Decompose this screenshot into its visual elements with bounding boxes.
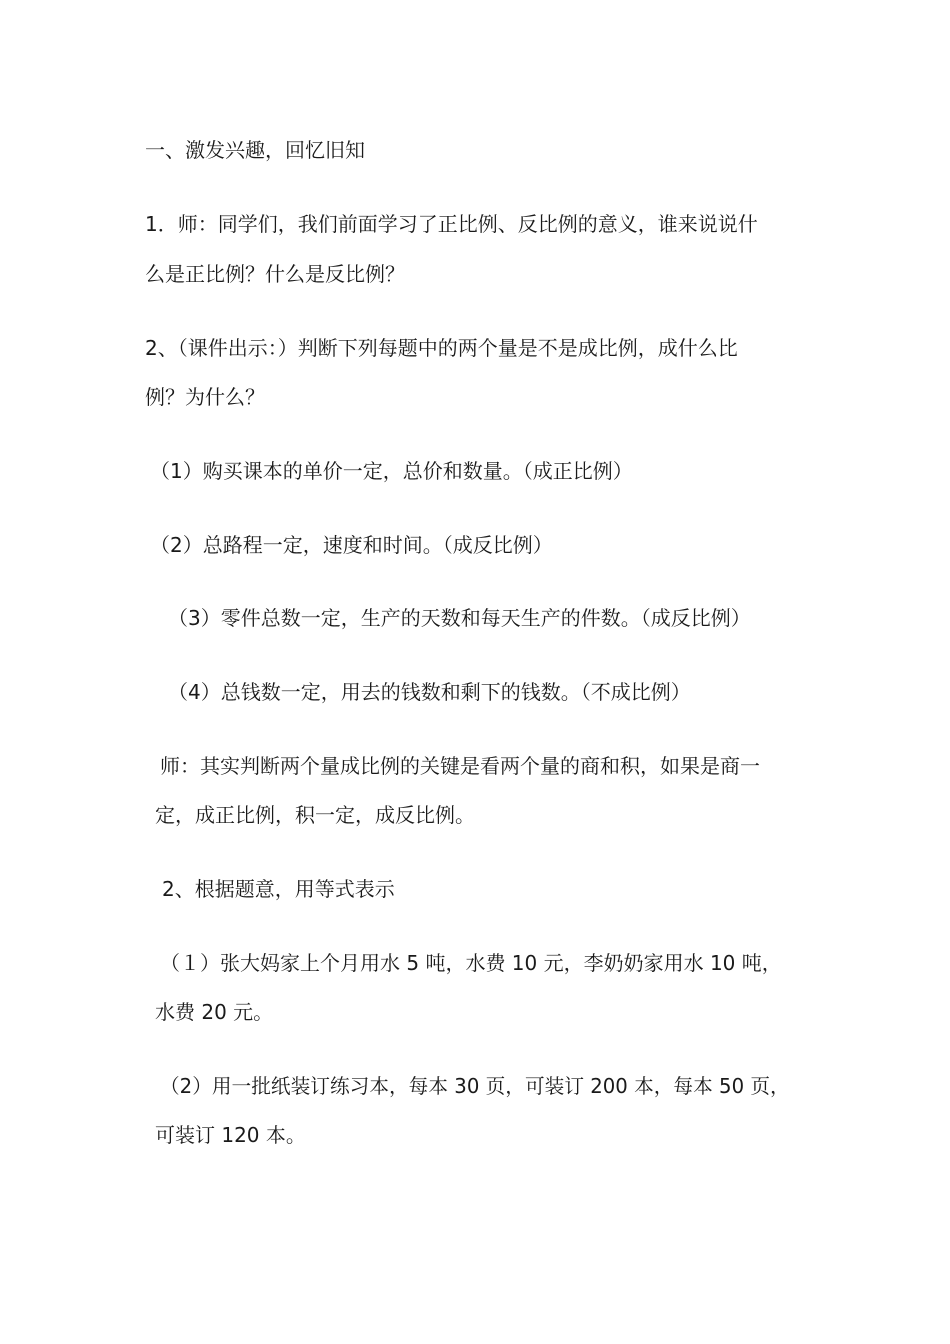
- task-2-item-2-line-2: 可装订 120 本。: [155, 1123, 306, 1147]
- question-2-line-1: 2、（课件出示：）判断下列每题中的两个量是不是成比例，成什么比: [145, 336, 738, 360]
- task-2-item-1-line-1: （１）张大妈家上个月用水 5 吨，水费 10 元，李奶奶家用水 10 吨，: [160, 951, 782, 975]
- section-heading: 一、激发兴趣，回忆旧知: [145, 138, 365, 162]
- task-2-heading: 2、根据题意，用等式表示: [162, 877, 395, 901]
- teacher-note-line-2: 定，成正比例，积一定，成反比例。: [155, 803, 475, 827]
- list-item-2: （2）总路程一定，速度和时间。（成反比例）: [150, 533, 553, 557]
- question-1-line-2: 么是正比例？什么是反比例？: [145, 262, 405, 286]
- question-1-line-1: 1．师：同学们，我们前面学习了正比例、反比例的意义，谁来说说什: [145, 212, 758, 236]
- list-item-3: （3）零件总数一定，生产的天数和每天生产的件数。（成反比例）: [168, 606, 751, 630]
- teacher-note-line-1: 师：其实判断两个量成比例的关键是看两个量的商和积，如果是商一: [160, 754, 760, 778]
- task-2-item-2-line-1: （2）用一批纸装订练习本，每本 30 页，可装订 200 本，每本 50 页，: [160, 1074, 790, 1098]
- task-2-item-1-line-2: 水费 20 元。: [155, 1000, 274, 1024]
- list-item-4: （4）总钱数一定，用去的钱数和剩下的钱数。（不成比例）: [168, 680, 691, 704]
- list-item-1: （1）购买课本的单价一定，总价和数量。（成正比例）: [150, 459, 633, 483]
- question-2-line-2: 例？为什么？: [145, 385, 265, 409]
